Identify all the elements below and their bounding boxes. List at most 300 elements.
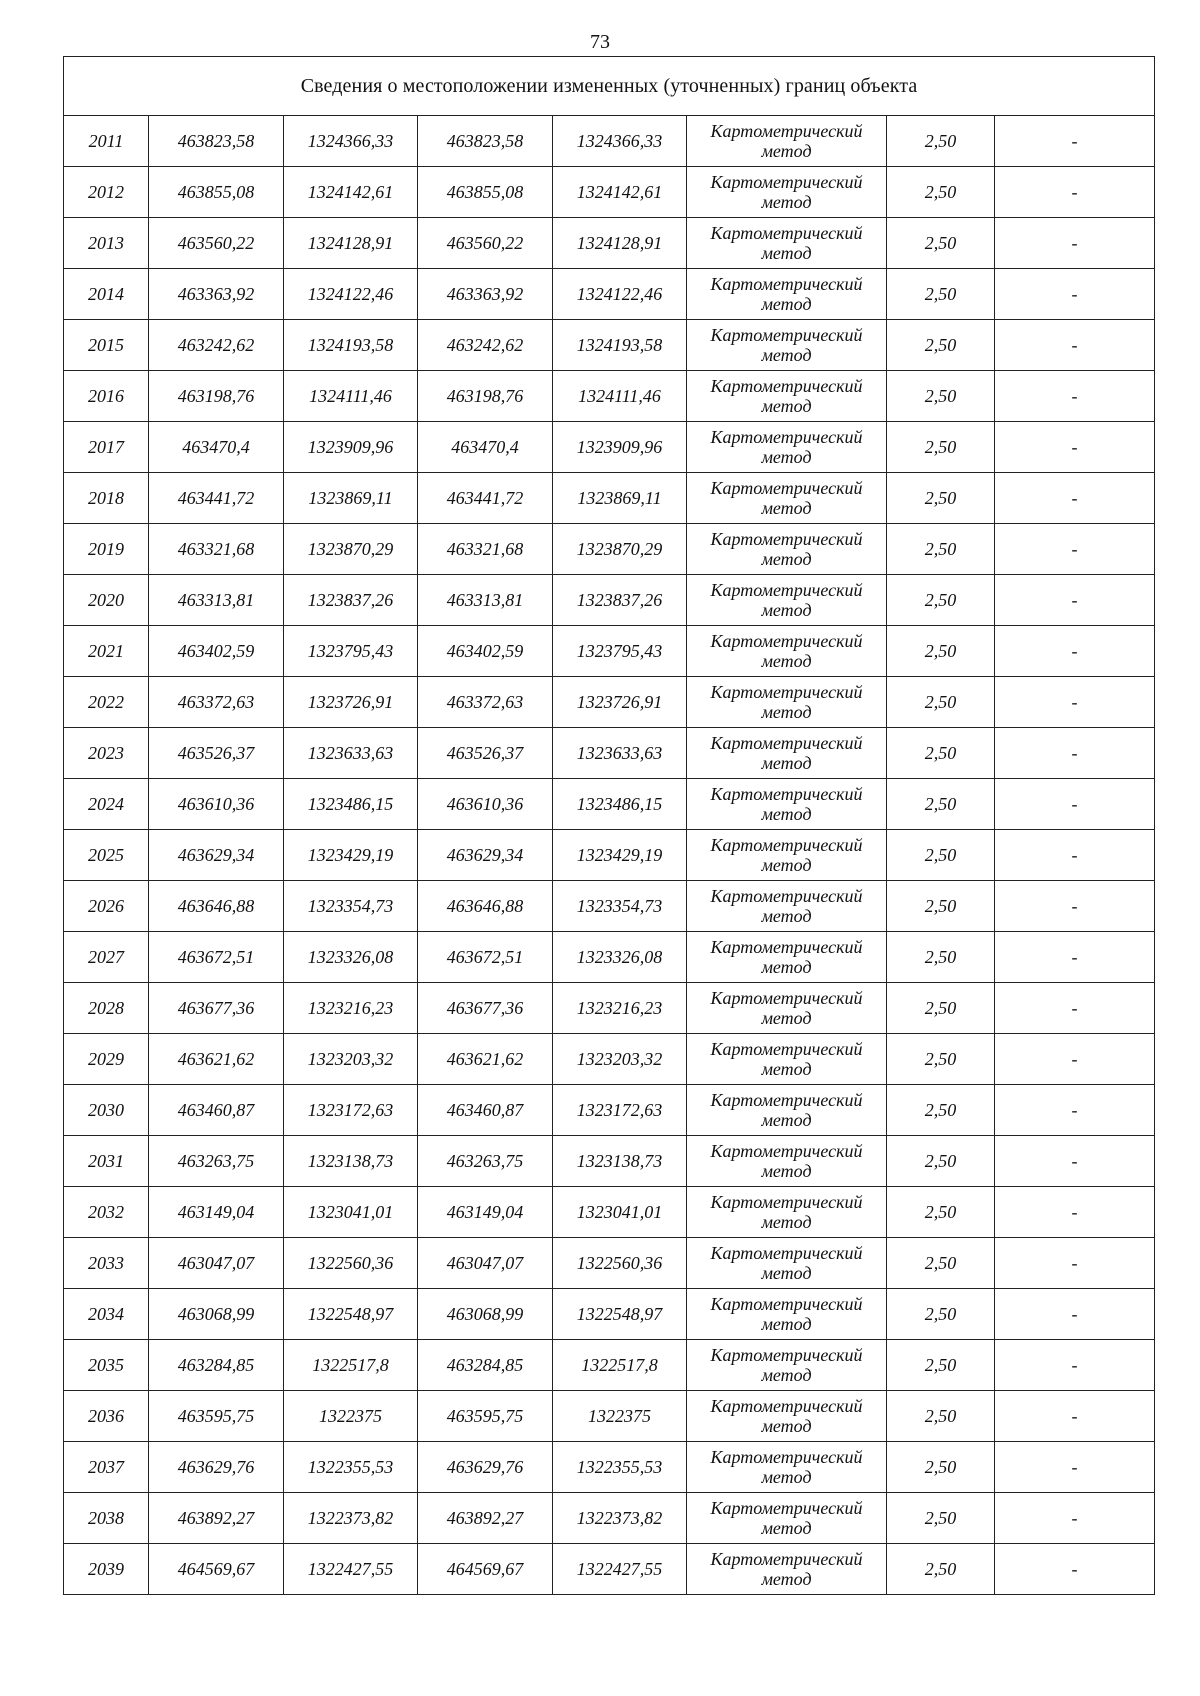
y-old-cell: 1323354,73 <box>284 881 418 932</box>
method-cell <box>687 881 887 932</box>
description-cell: - <box>995 1544 1155 1595</box>
x-new-cell: 463242,62 <box>418 320 553 371</box>
point-number-cell: 2037 <box>64 1442 149 1493</box>
y-old-cell: 1324142,61 <box>284 167 418 218</box>
point-number-cell: 2021 <box>64 626 149 677</box>
point-number-cell: 2025 <box>64 830 149 881</box>
x-old-cell: 463621,62 <box>149 1034 284 1085</box>
method-cell <box>687 371 887 422</box>
point-number-cell: 2015 <box>64 320 149 371</box>
description-cell: - <box>995 983 1155 1034</box>
y-new-cell: 1323138,73 <box>553 1136 687 1187</box>
method-cell <box>687 218 887 269</box>
method-line-2: метод <box>761 1110 812 1130</box>
method-line-1: Картометрический <box>710 1396 863 1416</box>
method-line-1: Картометрический <box>710 733 863 753</box>
method-cell <box>687 1493 887 1544</box>
method-cell <box>687 1391 887 1442</box>
method-line-2: метод <box>761 549 812 569</box>
method-line-2: метод <box>761 1569 812 1589</box>
method-line-2: метод <box>761 1263 812 1283</box>
table-row <box>64 1187 1155 1238</box>
table-row <box>64 1238 1155 1289</box>
accuracy-cell: 2,50 <box>887 830 995 881</box>
y-old-cell: 1323837,26 <box>284 575 418 626</box>
x-new-cell: 463321,68 <box>418 524 553 575</box>
description-cell: - <box>995 167 1155 218</box>
y-new-cell: 1324193,58 <box>553 320 687 371</box>
x-new-cell: 463313,81 <box>418 575 553 626</box>
accuracy-cell: 2,50 <box>887 983 995 1034</box>
description-cell: - <box>995 320 1155 371</box>
x-new-cell: 463402,59 <box>418 626 553 677</box>
x-old-cell: 463149,04 <box>149 1187 284 1238</box>
y-old-cell: 1323909,96 <box>284 422 418 473</box>
x-new-cell: 463621,62 <box>418 1034 553 1085</box>
table-row <box>64 1544 1155 1595</box>
method-cell <box>687 779 887 830</box>
point-number-cell: 2033 <box>64 1238 149 1289</box>
point-number-cell: 2036 <box>64 1391 149 1442</box>
method-line-1: Картометрический <box>710 121 863 141</box>
method-line-2: метод <box>761 702 812 722</box>
method-line-1: Картометрический <box>710 1141 863 1161</box>
method-line-1: Картометрический <box>710 1549 863 1569</box>
table-caption-row <box>64 57 1155 116</box>
y-old-cell: 1323869,11 <box>284 473 418 524</box>
method-line-1: Картометрический <box>710 886 863 906</box>
description-cell: - <box>995 473 1155 524</box>
x-new-cell: 464569,67 <box>418 1544 553 1595</box>
description-cell: - <box>995 524 1155 575</box>
accuracy-cell: 2,50 <box>887 473 995 524</box>
description-cell: - <box>995 881 1155 932</box>
y-old-cell: 1322517,8 <box>284 1340 418 1391</box>
y-old-cell: 1324193,58 <box>284 320 418 371</box>
method-cell <box>687 1340 887 1391</box>
point-number-cell: 2013 <box>64 218 149 269</box>
method-line-2: метод <box>761 1008 812 1028</box>
method-cell <box>687 269 887 320</box>
accuracy-cell: 2,50 <box>887 881 995 932</box>
description-cell: - <box>995 1289 1155 1340</box>
point-number-cell: 2023 <box>64 728 149 779</box>
x-new-cell: 463595,75 <box>418 1391 553 1442</box>
method-line-2: метод <box>761 1365 812 1385</box>
table-row <box>64 524 1155 575</box>
method-line-2: метод <box>761 345 812 365</box>
method-cell <box>687 1085 887 1136</box>
x-old-cell: 463629,34 <box>149 830 284 881</box>
x-old-cell: 463672,51 <box>149 932 284 983</box>
x-new-cell: 463823,58 <box>418 116 553 167</box>
x-new-cell: 463892,27 <box>418 1493 553 1544</box>
method-line-1: Картометрический <box>710 1039 863 1059</box>
description-cell: - <box>995 1187 1155 1238</box>
method-line-2: метод <box>761 294 812 314</box>
point-number-cell: 2039 <box>64 1544 149 1595</box>
method-cell <box>687 677 887 728</box>
description-cell: - <box>995 371 1155 422</box>
method-line-2: метод <box>761 1518 812 1538</box>
method-cell <box>687 320 887 371</box>
y-new-cell: 1323326,08 <box>553 932 687 983</box>
y-new-cell: 1323869,11 <box>553 473 687 524</box>
y-new-cell: 1323172,63 <box>553 1085 687 1136</box>
table-row <box>64 167 1155 218</box>
method-line-2: метод <box>761 498 812 518</box>
x-old-cell: 463263,75 <box>149 1136 284 1187</box>
x-new-cell: 463629,34 <box>418 830 553 881</box>
table-row <box>64 1034 1155 1085</box>
method-cell <box>687 1136 887 1187</box>
point-number-cell: 2031 <box>64 1136 149 1187</box>
method-line-2: метод <box>761 804 812 824</box>
y-new-cell: 1324142,61 <box>553 167 687 218</box>
y-new-cell: 1323726,91 <box>553 677 687 728</box>
point-number-cell: 2035 <box>64 1340 149 1391</box>
table-row <box>64 1085 1155 1136</box>
accuracy-cell: 2,50 <box>887 1085 995 1136</box>
accuracy-cell: 2,50 <box>887 1544 995 1595</box>
accuracy-cell: 2,50 <box>887 1289 995 1340</box>
accuracy-cell: 2,50 <box>887 1034 995 1085</box>
method-cell <box>687 728 887 779</box>
method-line-1: Картометрический <box>710 223 863 243</box>
x-new-cell: 463460,87 <box>418 1085 553 1136</box>
point-number-cell: 2011 <box>64 116 149 167</box>
y-old-cell: 1324366,33 <box>284 116 418 167</box>
y-new-cell: 1323909,96 <box>553 422 687 473</box>
method-cell <box>687 422 887 473</box>
description-cell: - <box>995 218 1155 269</box>
x-new-cell: 463047,07 <box>418 1238 553 1289</box>
method-line-1: Картометрический <box>710 1243 863 1263</box>
table-row <box>64 320 1155 371</box>
y-new-cell: 1322427,55 <box>553 1544 687 1595</box>
y-new-cell: 1322517,8 <box>553 1340 687 1391</box>
accuracy-cell: 2,50 <box>887 932 995 983</box>
y-old-cell: 1323633,63 <box>284 728 418 779</box>
description-cell: - <box>995 677 1155 728</box>
x-new-cell: 463677,36 <box>418 983 553 1034</box>
method-line-2: метод <box>761 753 812 773</box>
accuracy-cell: 2,50 <box>887 1136 995 1187</box>
method-line-2: метод <box>761 600 812 620</box>
description-cell: - <box>995 728 1155 779</box>
method-line-2: метод <box>761 1212 812 1232</box>
accuracy-cell: 2,50 <box>887 218 995 269</box>
y-old-cell: 1323216,23 <box>284 983 418 1034</box>
y-new-cell: 1323429,19 <box>553 830 687 881</box>
y-new-cell: 1324122,46 <box>553 269 687 320</box>
accuracy-cell: 2,50 <box>887 116 995 167</box>
x-old-cell: 463047,07 <box>149 1238 284 1289</box>
x-old-cell: 463855,08 <box>149 167 284 218</box>
y-old-cell: 1323172,63 <box>284 1085 418 1136</box>
method-cell <box>687 1289 887 1340</box>
method-line-2: метод <box>761 396 812 416</box>
method-line-1: Картометрический <box>710 529 863 549</box>
y-new-cell: 1322548,97 <box>553 1289 687 1340</box>
x-new-cell: 463629,76 <box>418 1442 553 1493</box>
x-old-cell: 463595,75 <box>149 1391 284 1442</box>
method-cell <box>687 1442 887 1493</box>
x-new-cell: 463263,75 <box>418 1136 553 1187</box>
x-old-cell: 463441,72 <box>149 473 284 524</box>
description-cell: - <box>995 1340 1155 1391</box>
x-old-cell: 463363,92 <box>149 269 284 320</box>
y-old-cell: 1323138,73 <box>284 1136 418 1187</box>
method-line-1: Картометрический <box>710 1090 863 1110</box>
table-row <box>64 728 1155 779</box>
y-old-cell: 1322560,36 <box>284 1238 418 1289</box>
method-line-1: Картометрический <box>710 631 863 651</box>
table-row <box>64 677 1155 728</box>
y-new-cell: 1322375 <box>553 1391 687 1442</box>
point-number-cell: 2026 <box>64 881 149 932</box>
method-line-1: Картометрический <box>710 1294 863 1314</box>
accuracy-cell: 2,50 <box>887 1187 995 1238</box>
point-number-cell: 2018 <box>64 473 149 524</box>
table-row <box>64 1340 1155 1391</box>
method-cell <box>687 830 887 881</box>
x-old-cell: 463526,37 <box>149 728 284 779</box>
method-line-1: Картометрический <box>710 682 863 702</box>
description-cell: - <box>995 932 1155 983</box>
y-old-cell: 1322373,82 <box>284 1493 418 1544</box>
accuracy-cell: 2,50 <box>887 422 995 473</box>
method-line-2: метод <box>761 957 812 977</box>
table-row <box>64 779 1155 830</box>
description-cell: - <box>995 575 1155 626</box>
y-new-cell: 1322355,53 <box>553 1442 687 1493</box>
y-old-cell: 1323795,43 <box>284 626 418 677</box>
x-old-cell: 463610,36 <box>149 779 284 830</box>
point-number-cell: 2032 <box>64 1187 149 1238</box>
y-new-cell: 1324111,46 <box>553 371 687 422</box>
point-number-cell: 2030 <box>64 1085 149 1136</box>
x-old-cell: 463313,81 <box>149 575 284 626</box>
x-old-cell: 463823,58 <box>149 116 284 167</box>
table-row <box>64 626 1155 677</box>
x-old-cell: 463560,22 <box>149 218 284 269</box>
table-row <box>64 1136 1155 1187</box>
method-line-1: Картометрический <box>710 1345 863 1365</box>
y-new-cell: 1323354,73 <box>553 881 687 932</box>
y-old-cell: 1322548,97 <box>284 1289 418 1340</box>
accuracy-cell: 2,50 <box>887 269 995 320</box>
y-old-cell: 1324111,46 <box>284 371 418 422</box>
table-row <box>64 1391 1155 1442</box>
method-cell <box>687 575 887 626</box>
method-line-1: Картометрический <box>710 274 863 294</box>
method-line-2: метод <box>761 447 812 467</box>
method-line-1: Картометрический <box>710 1498 863 1518</box>
method-line-1: Картометрический <box>710 784 863 804</box>
accuracy-cell: 2,50 <box>887 728 995 779</box>
y-new-cell: 1323216,23 <box>553 983 687 1034</box>
x-old-cell: 463068,99 <box>149 1289 284 1340</box>
method-line-2: метод <box>761 1416 812 1436</box>
description-cell: - <box>995 1442 1155 1493</box>
method-cell <box>687 626 887 677</box>
x-new-cell: 463526,37 <box>418 728 553 779</box>
accuracy-cell: 2,50 <box>887 779 995 830</box>
description-cell: - <box>995 626 1155 677</box>
method-line-2: метод <box>761 1314 812 1334</box>
method-line-1: Картометрический <box>710 427 863 447</box>
x-new-cell: 463149,04 <box>418 1187 553 1238</box>
description-cell: - <box>995 830 1155 881</box>
accuracy-cell: 2,50 <box>887 167 995 218</box>
point-number-cell: 2020 <box>64 575 149 626</box>
method-line-1: Картометрический <box>710 988 863 1008</box>
point-number-cell: 2027 <box>64 932 149 983</box>
method-line-1: Картометрический <box>710 376 863 396</box>
table-row <box>64 575 1155 626</box>
table-row <box>64 422 1155 473</box>
point-number-cell: 2029 <box>64 1034 149 1085</box>
method-line-1: Картометрический <box>710 1447 863 1467</box>
table-row <box>64 983 1155 1034</box>
description-cell: - <box>995 422 1155 473</box>
x-new-cell: 463470,4 <box>418 422 553 473</box>
x-old-cell: 463677,36 <box>149 983 284 1034</box>
x-old-cell: 463198,76 <box>149 371 284 422</box>
y-new-cell: 1323837,26 <box>553 575 687 626</box>
y-old-cell: 1323486,15 <box>284 779 418 830</box>
point-number-cell: 2038 <box>64 1493 149 1544</box>
description-cell: - <box>995 1034 1155 1085</box>
y-old-cell: 1322375 <box>284 1391 418 1442</box>
accuracy-cell: 2,50 <box>887 1391 995 1442</box>
x-old-cell: 463242,62 <box>149 320 284 371</box>
y-new-cell: 1323633,63 <box>553 728 687 779</box>
method-cell <box>687 167 887 218</box>
x-old-cell: 463321,68 <box>149 524 284 575</box>
method-cell <box>687 932 887 983</box>
y-new-cell: 1324128,91 <box>553 218 687 269</box>
method-cell <box>687 1034 887 1085</box>
x-old-cell: 463372,63 <box>149 677 284 728</box>
method-line-1: Картометрический <box>710 835 863 855</box>
y-new-cell: 1324366,33 <box>553 116 687 167</box>
description-cell: - <box>995 779 1155 830</box>
y-old-cell: 1323429,19 <box>284 830 418 881</box>
x-old-cell: 463470,4 <box>149 422 284 473</box>
y-old-cell: 1323726,91 <box>284 677 418 728</box>
table-row <box>64 371 1155 422</box>
x-old-cell: 463892,27 <box>149 1493 284 1544</box>
point-number-cell: 2022 <box>64 677 149 728</box>
method-line-1: Картометрический <box>710 580 863 600</box>
method-line-2: метод <box>761 243 812 263</box>
method-line-2: метод <box>761 1059 812 1079</box>
method-cell <box>687 524 887 575</box>
point-number-cell: 2019 <box>64 524 149 575</box>
description-cell: - <box>995 1085 1155 1136</box>
method-line-2: метод <box>761 192 812 212</box>
description-cell: - <box>995 269 1155 320</box>
point-number-cell: 2028 <box>64 983 149 1034</box>
point-number-cell: 2024 <box>64 779 149 830</box>
x-new-cell: 463610,36 <box>418 779 553 830</box>
method-line-2: метод <box>761 651 812 671</box>
point-number-cell: 2012 <box>64 167 149 218</box>
coordinates-table <box>63 56 1155 1595</box>
x-old-cell: 464569,67 <box>149 1544 284 1595</box>
y-old-cell: 1323326,08 <box>284 932 418 983</box>
method-line-1: Картометрический <box>710 937 863 957</box>
x-new-cell: 463855,08 <box>418 167 553 218</box>
point-number-cell: 2017 <box>64 422 149 473</box>
description-cell: - <box>995 1493 1155 1544</box>
point-number-cell: 2034 <box>64 1289 149 1340</box>
y-old-cell: 1324128,91 <box>284 218 418 269</box>
method-line-1: Картометрический <box>710 478 863 498</box>
y-new-cell: 1323041,01 <box>553 1187 687 1238</box>
y-old-cell: 1322355,53 <box>284 1442 418 1493</box>
method-line-2: метод <box>761 1161 812 1181</box>
y-new-cell: 1323870,29 <box>553 524 687 575</box>
point-number-cell: 2016 <box>64 371 149 422</box>
x-old-cell: 463629,76 <box>149 1442 284 1493</box>
y-new-cell: 1323203,32 <box>553 1034 687 1085</box>
x-new-cell: 463284,85 <box>418 1340 553 1391</box>
y-old-cell: 1323203,32 <box>284 1034 418 1085</box>
table-row <box>64 1442 1155 1493</box>
y-old-cell: 1322427,55 <box>284 1544 418 1595</box>
y-old-cell: 1324122,46 <box>284 269 418 320</box>
method-cell <box>687 116 887 167</box>
method-line-2: метод <box>761 906 812 926</box>
method-line-2: метод <box>761 1467 812 1487</box>
x-new-cell: 463068,99 <box>418 1289 553 1340</box>
table-caption: Сведения о местоположении измененных (уточненных) границ объекта <box>64 57 1155 116</box>
accuracy-cell: 2,50 <box>887 1442 995 1493</box>
x-new-cell: 463441,72 <box>418 473 553 524</box>
accuracy-cell: 2,50 <box>887 524 995 575</box>
y-new-cell: 1322373,82 <box>553 1493 687 1544</box>
x-old-cell: 463402,59 <box>149 626 284 677</box>
table-row <box>64 218 1155 269</box>
x-new-cell: 463372,63 <box>418 677 553 728</box>
x-new-cell: 463646,88 <box>418 881 553 932</box>
x-old-cell: 463646,88 <box>149 881 284 932</box>
x-old-cell: 463460,87 <box>149 1085 284 1136</box>
table-row <box>64 473 1155 524</box>
method-line-2: метод <box>761 855 812 875</box>
x-new-cell: 463363,92 <box>418 269 553 320</box>
table-row <box>64 1289 1155 1340</box>
y-new-cell: 1323795,43 <box>553 626 687 677</box>
accuracy-cell: 2,50 <box>887 626 995 677</box>
method-cell <box>687 1238 887 1289</box>
y-new-cell: 1323486,15 <box>553 779 687 830</box>
accuracy-cell: 2,50 <box>887 575 995 626</box>
method-line-1: Картометрический <box>710 1192 863 1212</box>
table-row <box>64 881 1155 932</box>
accuracy-cell: 2,50 <box>887 1493 995 1544</box>
page-number: 73 <box>590 31 610 53</box>
method-line-2: метод <box>761 141 812 161</box>
method-cell <box>687 473 887 524</box>
y-old-cell: 1323041,01 <box>284 1187 418 1238</box>
x-old-cell: 463284,85 <box>149 1340 284 1391</box>
method-line-1: Картометрический <box>710 325 863 345</box>
x-new-cell: 463672,51 <box>418 932 553 983</box>
